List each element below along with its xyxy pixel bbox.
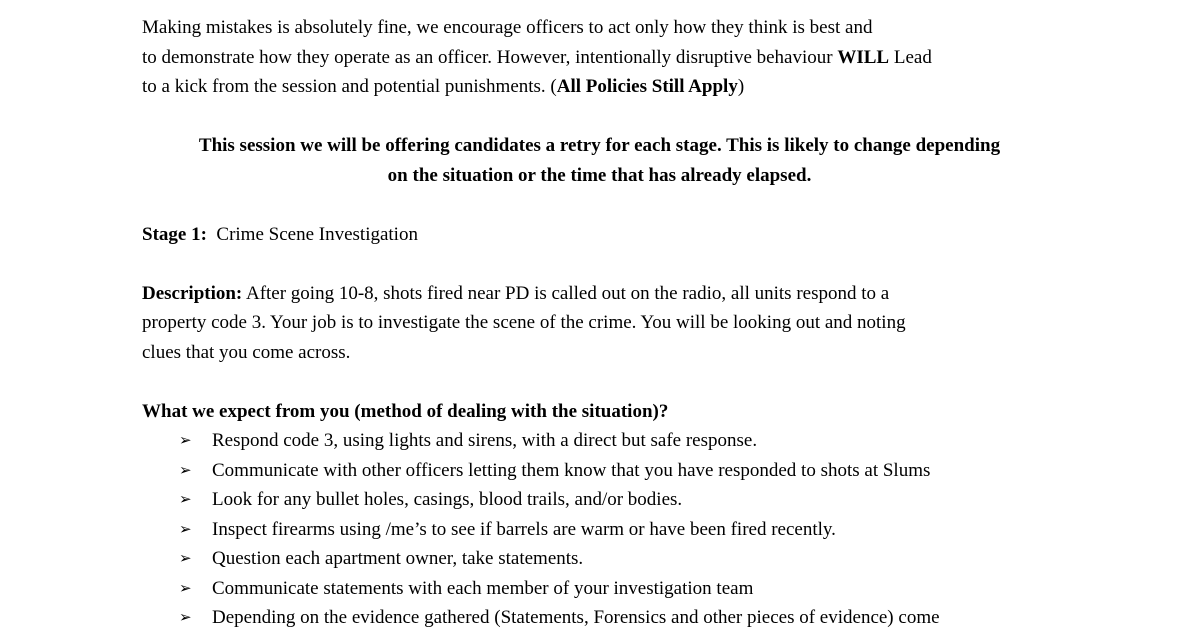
list-item-text: Depending on the evidence gathered (Statements, Forensics and other pieces of evidence) come bbox=[212, 607, 940, 628]
arrowhead-bullet-icon: ➢ bbox=[179, 519, 192, 538]
description-text: property code 3. Your job is to investigate the scene of the crime. You will be looking out and noting bbox=[142, 312, 906, 333]
intro-paragraph bbox=[142, 13, 1072, 102]
list-item-text: Look for any bullet holes, casings, blood trails, and/or bodies. bbox=[212, 489, 683, 510]
expectations-list bbox=[142, 426, 1072, 633]
spacer bbox=[142, 249, 1072, 279]
stage-label: Stage 1: bbox=[142, 223, 207, 245]
policies-note: All Policies Still Apply bbox=[556, 76, 738, 97]
arrowhead-bullet-icon: ➢ bbox=[179, 490, 192, 508]
intro-line: to demonstrate how they operate as an officer. However, intentionally disruptive behaviour WILL Lead bbox=[142, 46, 932, 68]
spacer bbox=[142, 367, 1072, 397]
arrowhead-bullet-icon: ➢ bbox=[179, 549, 192, 567]
spacer bbox=[142, 190, 1072, 220]
list-item bbox=[142, 515, 1072, 545]
description-paragraph bbox=[142, 279, 1072, 368]
list-item bbox=[142, 544, 1072, 574]
list-item bbox=[142, 426, 1072, 456]
arrowhead-bullet-icon: ➢ bbox=[179, 431, 192, 449]
stage-title: Crime Scene Investigation bbox=[216, 223, 418, 245]
list-item-text: Question each apartment owner, take statements. bbox=[212, 548, 584, 569]
list-item bbox=[142, 574, 1072, 604]
spacer bbox=[142, 102, 1072, 132]
intro-line: to a kick from the session and potential punishments. (All Policies Still Apply) bbox=[142, 76, 745, 97]
stage-heading bbox=[142, 220, 1072, 250]
retry-notice-line: This session we will be offering candidates a retry for each stage. This is likely to change depending bbox=[198, 135, 1001, 156]
list-item-text: Communicate with other officers letting them know that you have responded to shots at Slums bbox=[212, 459, 931, 481]
description-text: After going 10-8, shots fired near PD is called out on the radio, all units respond to a bbox=[242, 282, 890, 304]
list-item-text: Respond code 3, using lights and sirens, with a direct but safe response. bbox=[212, 430, 758, 451]
emphasis-will: WILL bbox=[837, 46, 890, 68]
arrowhead-bullet-icon: ➢ bbox=[179, 460, 192, 479]
intro-line: Making mistakes is absolutely fine, we encourage officers to act only how they think is best and bbox=[142, 17, 873, 38]
description-label: Description: bbox=[142, 282, 243, 304]
document-body bbox=[142, 13, 1072, 633]
list-item-text: Inspect firearms using /me’s to see if barrels are warm or have been fired recently. bbox=[212, 518, 836, 540]
retry-notice-line: on the situation or the time that has already elapsed. bbox=[387, 164, 812, 186]
list-item-text: Communicate statements with each member of your investigation team bbox=[212, 577, 754, 599]
list-item bbox=[142, 485, 1072, 515]
list-item bbox=[142, 456, 1072, 486]
arrowhead-bullet-icon: ➢ bbox=[179, 608, 192, 626]
expectations-heading: What we expect from you (method of dealing with the situation)? bbox=[142, 400, 669, 422]
retry-notice bbox=[142, 131, 1057, 190]
list-item bbox=[142, 603, 1072, 633]
description-text: clues that you come across. bbox=[142, 341, 351, 363]
arrowhead-bullet-icon: ➢ bbox=[179, 578, 192, 597]
